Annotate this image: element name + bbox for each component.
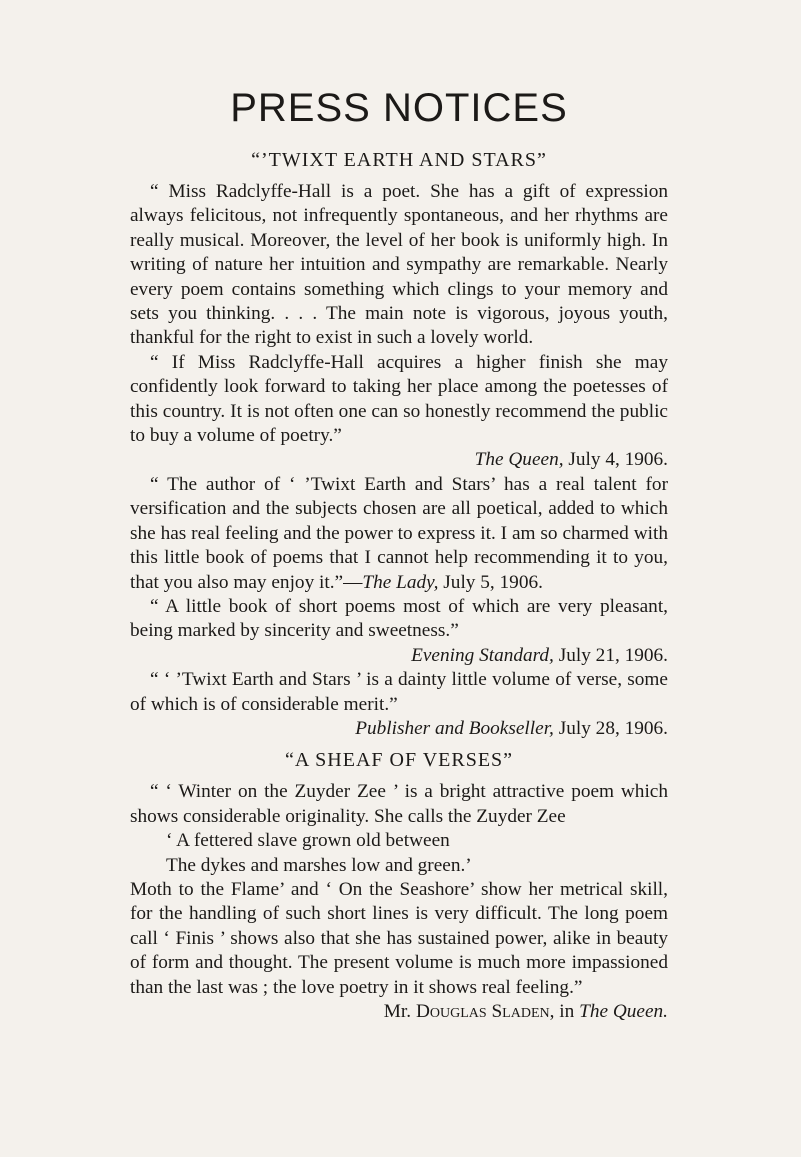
quoted-verse [130,829,668,878]
source-sladen-prefix: Mr. [383,1001,412,1022]
section-heading-twixt-earth-and-stars: “’TWIXT EARTH AND STARS” [251,149,547,171]
source-publisher-bookseller-publication: Publisher and Bookseller, [355,717,554,739]
source-lady-date: July 5, 1906. [443,571,543,593]
source-publisher-bookseller-date: July 28, 1906. [558,717,668,739]
source-sladen [130,1000,668,1024]
review-publisher-bookseller: “ ‘ ’Twixt Earth and Stars ’ is a dainty little volume of verse, some of which is of considerable merit.” [130,669,668,715]
review-evening-standard: “ A little book of short poems most of which are very pleasant, being marked by sincerity and sweetness.” [130,595,668,642]
verse-line-1: ‘ A fettered slave grown old between [166,830,450,852]
page-title: PRESS NOTICES [230,86,568,130]
source-queen-date: July 4, 1906. [568,449,668,471]
source-queen [130,448,668,472]
source-evening-standard-publication: Evening Standard, [411,644,554,666]
source-queen-publication: The Queen, [474,449,564,471]
review-queen-paragraph-1: “ Miss Radclyffe-Hall is a poet. She has a gift of expression always felicitous, not infrequently spontaneous, and her rhythms are really musical. Moreover, the level of her book is uniformly high. In writing of nature her intuition and sympathy are remarkable. Nearly every poem contains something which clings to your memory and sets you thinking. . . . The main note is vigorous, joyous youth, thankful for the right to exist in such a lovely world. [130,181,668,349]
source-sladen-publication: The Queen. [579,1001,668,1022]
source-evening-standard-date: July 21, 1906. [558,644,668,666]
review-lady [130,473,668,595]
source-sladen-in: in [559,1001,575,1022]
source-lady-publication: The Lady, [362,571,439,593]
source-publisher-bookseller [130,717,668,741]
review-lady-text: “ The author of ‘ ’Twixt Earth and Stars’ has a real talent for versification and the subjects chosen are all poetical, added to which she has real feeling and the power to express it. I am so charmed with this little book of poems that I cannot help recommending it to you, that you also may enjoy it.”— [130,473,668,593]
verse-line-2: The dykes and marshes low and green.’ [166,854,472,876]
review-queen-paragraph-2: “ If Miss Radclyffe-Hall acquires a higher finish she may confidently look forward to taking her place among the poetesses of this country. It is not often one can so honestly recommend the public to buy a volume of poetry.” [130,351,668,447]
section-heading-sheaf-of-verses: “A SHEAF OF VERSES” [284,749,514,772]
review-sladen-paragraph-2: Moth to the Flame’ and ‘ On the Seashore’ show her metrical skill, for the handling of such short lines is very difficult. The long poem call ‘ Finis ’ shows also that she has sustained power, alike in beauty of form and thought. The present volume is much more impassioned than the last was ; the love poetry in it shows real feeling.” [130,878,668,998]
source-sladen-author: Douglas Sladen, [415,1001,555,1022]
review-sladen-paragraph-1: “ ‘ Winter on the Zuyder Zee ’ is a bright attractive poem which shows considerable originality. She calls the Zuyder Zee [130,781,668,827]
press-notices-content [130,86,668,1024]
source-evening-standard [130,644,668,668]
